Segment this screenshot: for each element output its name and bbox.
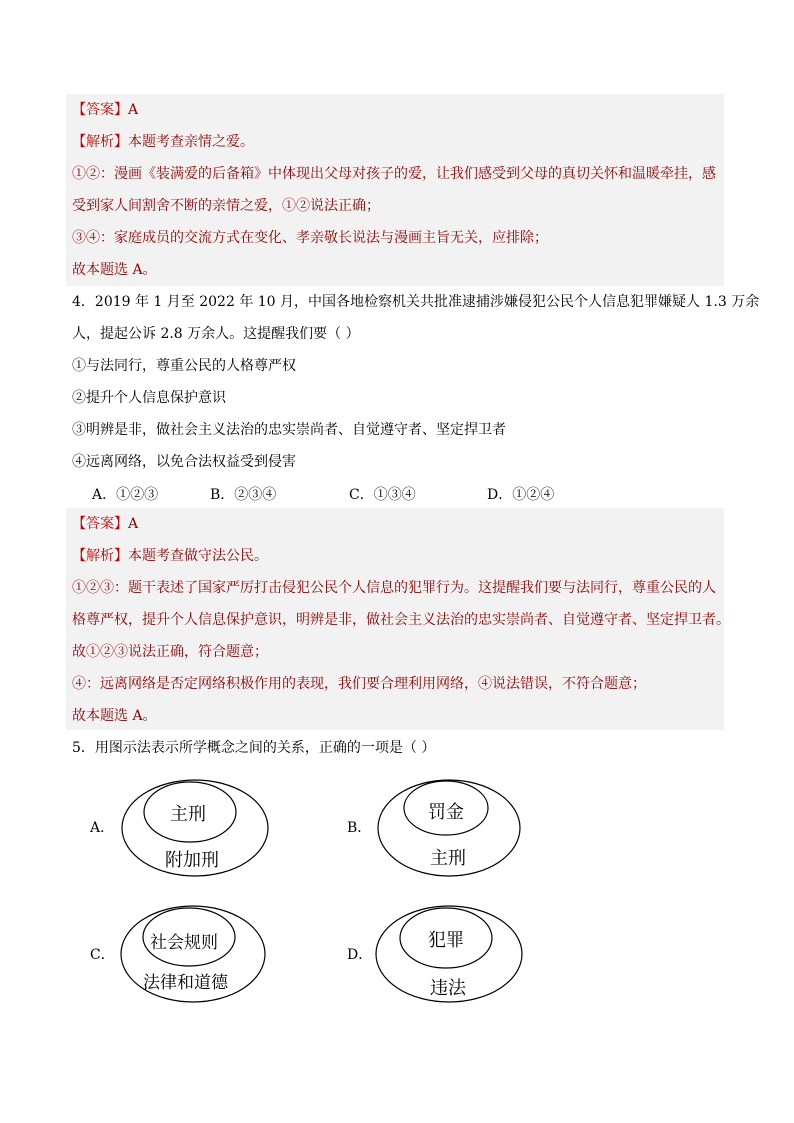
diagram-a-letter: A． [90,820,115,836]
answer-tag: 【答案】 [72,102,128,118]
answer-value: A [128,102,139,118]
question-4-option-b: B．②③④ [210,487,277,503]
analysis-conclusion: 故本题选 A。 [72,708,157,724]
diagram-b [376,778,522,878]
analysis-line [72,546,268,566]
diagram-a-inner-label: 主刑 [170,804,206,825]
question-4-item-4: ④远离网络，以免合法权益受到侵害 [72,454,296,470]
diagram-b-letter: B． [347,820,372,836]
diagram-b-inner-label: 罚金 [428,802,464,823]
question-4-stem-line-2: 人，提起公诉 2.8 万余人。这提醒我们要（ ） [72,326,360,342]
analysis-tag: 【解析】 [72,548,128,564]
analysis-detail-1: ①②：漫画《装满爱的后备箱》中体现出父母对孩子的爱，让我们感受到父母的真切关怀和温暖牵挂，感 [72,166,716,182]
analysis-detail-3: 故①②③说法正确，符合题意； [72,644,268,660]
question-4-item-2: ②提升个人信息保护意识 [72,390,226,406]
analysis-detail-2: 受到家人间割舍不断的亲情之爱，①②说法正确； [72,198,380,214]
question-4-option-c: C．①③④ [349,487,416,503]
analysis-text: 本题考查做守法公民。 [128,548,268,564]
diagram-a [120,778,270,878]
analysis-conclusion: 故本题选 A。 [72,262,157,278]
diagram-c-outer-label: 法律和道德 [143,973,228,993]
question-5-stem: 5．用图示法表示所学概念之间的关系，正确的一项是（ ） [72,740,436,756]
question-4-option-a: A．①②③ [92,487,159,503]
diagram-c [119,904,267,1004]
answer-value: A [128,516,139,532]
answer-tag: 【答案】 [72,516,128,532]
diagram-b-outer-label: 主刑 [430,848,466,869]
diagram-a-outer-label: 附加刑 [165,850,219,871]
diagram-d-outer-label: 违法 [430,978,466,999]
analysis-detail-2: 格尊严权，提升个人信息保护意识，明辨是非，做社会主义法治的忠实崇尚者、自觉遵守者、坚定捍卫者。 [72,612,730,628]
answer-line [72,514,138,534]
question-4-item-1: ①与法同行，尊重公民的人格尊严权 [72,358,296,374]
analysis-line [72,132,254,152]
diagram-d-letter: D． [347,947,373,963]
diagram-c-inner-label: 社会规则 [150,933,218,953]
question-4-stem-line-1: 4．2019 年 1 月至 2022 年 10 月，中国各地检察机关共批准逮捕涉嫌侵犯公民个人信息犯罪嫌疑人 1.3 万余 [72,294,760,310]
analysis-text: 本题考查亲情之爱。 [128,134,254,150]
analysis-detail-1: ①②③：题干表述了国家严厉打击侵犯公民个人信息的犯罪行为。这提醒我们要与法同行，尊重公民的人 [72,580,716,596]
analysis-detail-4: ④：远离网络是否定网络积极作用的表现，我们要合理利用网络，④说法错误，不符合题意； [72,676,646,692]
answer-line [72,100,138,120]
question-4-item-3: ③明辨是非，做社会主义法治的忠实崇尚者、自觉遵守者、坚定捍卫者 [72,422,506,438]
diagram-c-letter: C． [90,947,115,963]
diagram-d-inner-label: 犯罪 [428,930,464,951]
analysis-tag: 【解析】 [72,134,128,150]
question-4-option-d: D．①②④ [487,487,555,503]
answer-block-1 [66,94,724,286]
analysis-detail-3: ③④：家庭成员的交流方式在变化、孝亲敬长说法与漫画主旨无关，应排除； [72,230,548,246]
answer-block-2 [66,508,730,730]
diagram-d [374,904,524,1004]
